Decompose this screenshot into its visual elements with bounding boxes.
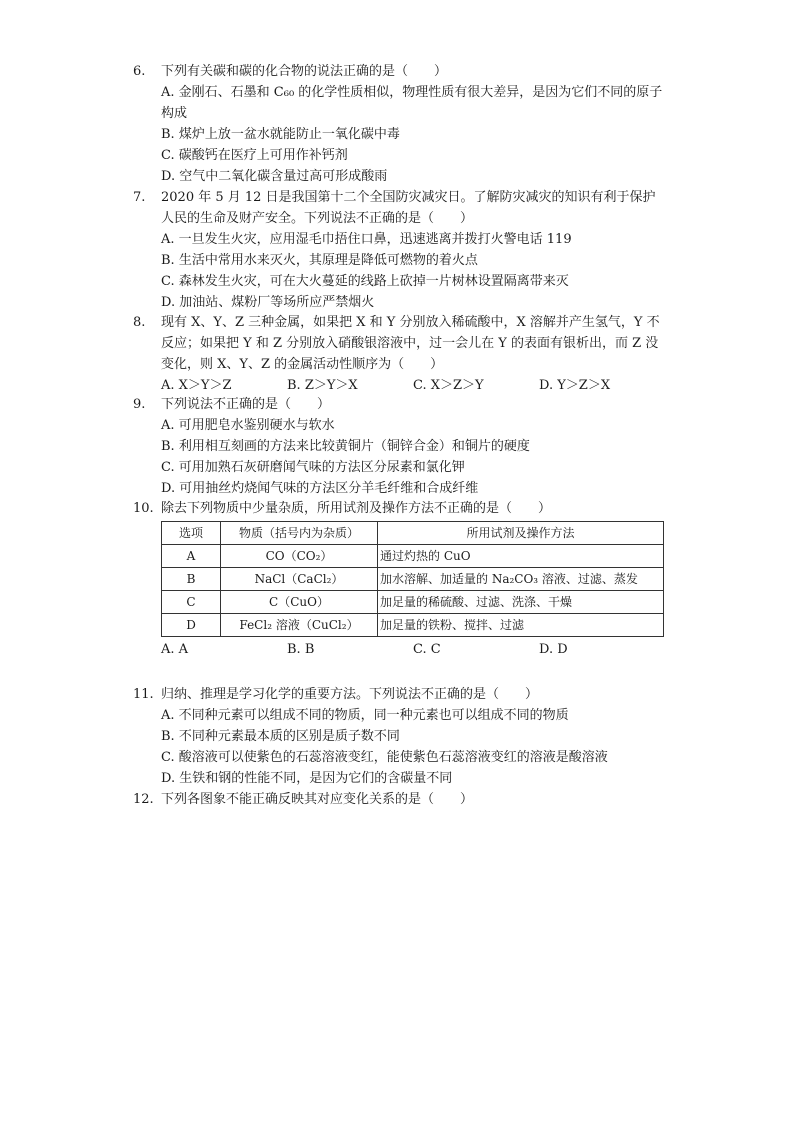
table-header: 所用试剂及操作方法: [378, 522, 664, 545]
table-cell: A: [162, 545, 221, 568]
impurity-table: [161, 521, 664, 637]
table-cell: C（CuO）: [221, 591, 378, 614]
question-7: [133, 187, 663, 313]
option-c: C. 森林发生火灾，可在大火蔓延的线路上砍掉一片树林设置隔离带来灭: [161, 274, 569, 289]
question-number: 9.: [133, 397, 146, 412]
table-row: [162, 614, 664, 637]
option-b: B. Z＞Y＞X: [287, 378, 358, 393]
option-d: D. 加油站、煤粉厂等场所应严禁烟火: [161, 295, 375, 310]
table-row: [162, 568, 664, 591]
table-cell: 加足量的铁粉、搅拌、过滤: [378, 614, 664, 637]
option-a: A. 不同种元素可以组成不同的物质，同一种元素也可以组成不同的物质: [161, 708, 569, 723]
question-number: 12.: [133, 792, 154, 807]
table-header: 选项: [162, 522, 221, 545]
options-row: [161, 375, 663, 396]
question-11: [133, 684, 663, 789]
option-b: B. 煤炉上放一盆水就能防止一氧化碳中毒: [161, 127, 400, 142]
option-a: A. A: [161, 642, 189, 657]
question-stem: 下列说法不正确的是（ ）: [161, 397, 331, 412]
question-stem: 现有 X、Y、Z 三种金属，如果把 X 和 Y 分别放入稀硫酸中，X 溶解并产生氢气，Y 不反应；如果把 Y 和 Z 分别放入硝酸银溶液中，过一会儿在 Y 的表面有银析出，而 Z 没变化，则 X、Y、Z 的金属活动性顺序为（ ）: [161, 315, 660, 372]
option-c: C. C: [413, 642, 441, 657]
option-b: B. 不同种元素最本质的区别是质子数不同: [161, 729, 400, 744]
option-b: B. B: [287, 642, 315, 657]
question-6: [133, 61, 663, 187]
option-d: D. 生铁和钢的性能不同，是因为它们的含碳量不同: [161, 771, 453, 786]
option-a: A. 金刚石、石墨和 C₆₀ 的化学性质相似，物理性质有很大差异，是因为它们不同的原子构成: [161, 85, 663, 121]
question-10: [133, 498, 663, 660]
question-12: [133, 789, 663, 810]
question-stem: 归纳、推理是学习化学的重要方法。下列说法不正确的是（ ）: [161, 687, 539, 702]
question-8: [133, 312, 663, 396]
question-stem: 2020 年 5 月 12 日是我国第十二个全国防灾减灾日。了解防灾减灾的知识有利于保护人民的生命及财产安全。下列说法不正确的是（ ）: [161, 190, 656, 226]
question-number: 10.: [133, 501, 154, 516]
option-b: B. 生活中常用水来灭火，其原理是降低可燃物的着火点: [161, 253, 478, 268]
question-9: [133, 394, 663, 499]
question-number: 7.: [133, 190, 146, 205]
option-a: A. 一旦发生火灾，应用湿毛巾捂住口鼻，迅速逃离并拨打火警电话 119: [161, 232, 572, 247]
option-d: D. D: [539, 642, 568, 657]
table-cell: CO（CO₂）: [221, 545, 378, 568]
option-a: A. 可用肥皂水鉴别硬水与软水: [161, 418, 335, 433]
table-cell: FeCl₂ 溶液（CuCl₂）: [221, 614, 378, 637]
option-b: B. 利用相互刻画的方法来比较黄铜片（铜锌合金）和铜片的硬度: [161, 439, 530, 454]
table-cell: 加水溶解、加适量的 Na₂CO₃ 溶液、过滤、蒸发: [378, 568, 664, 591]
option-c: C. 可用加熟石灰研磨闻气味的方法区分尿素和氯化钾: [161, 460, 465, 475]
option-d: D. 可用抽丝灼烧闻气味的方法区分羊毛纤维和合成纤维: [161, 481, 479, 496]
table-header: 物质（括号内为杂质）: [221, 522, 378, 545]
table-row: [162, 591, 664, 614]
table-row: [162, 545, 664, 568]
option-a: A. X＞Y＞Z: [161, 378, 232, 393]
table-cell: B: [162, 568, 221, 591]
question-number: 11.: [133, 687, 154, 702]
table-cell: 加足量的稀硫酸、过滤、洗涤、干燥: [378, 591, 664, 614]
question-number: 8.: [133, 315, 146, 330]
option-d: D. Y＞Z＞X: [539, 378, 611, 393]
options-row: [161, 639, 664, 660]
question-stem: 下列有关碳和碳的化合物的说法正确的是（ ）: [161, 64, 448, 79]
question-stem: 除去下列物质中少量杂质，所用试剂及操作方法不正确的是（ ）: [161, 501, 552, 516]
table-cell: C: [162, 591, 221, 614]
table-cell: NaCl（CaCl₂）: [221, 568, 378, 591]
option-d: D. 空气中二氧化碳含量过高可形成酸雨: [161, 169, 388, 184]
question-stem: 下列各图象不能正确反映其对应变化关系的是（ ）: [161, 792, 474, 807]
option-c: C. 酸溶液可以使紫色的石蕊溶液变红，能使紫色石蕊溶液变红的溶液是酸溶液: [161, 750, 608, 765]
question-number: 6.: [133, 64, 146, 79]
table-cell: D: [162, 614, 221, 637]
option-c: C. 碳酸钙在医疗上可用作补钙剂: [161, 148, 348, 163]
table-header-row: [162, 522, 664, 545]
option-c: C. X＞Z＞Y: [413, 378, 484, 393]
table-cell: 通过灼热的 CuO: [378, 545, 664, 568]
